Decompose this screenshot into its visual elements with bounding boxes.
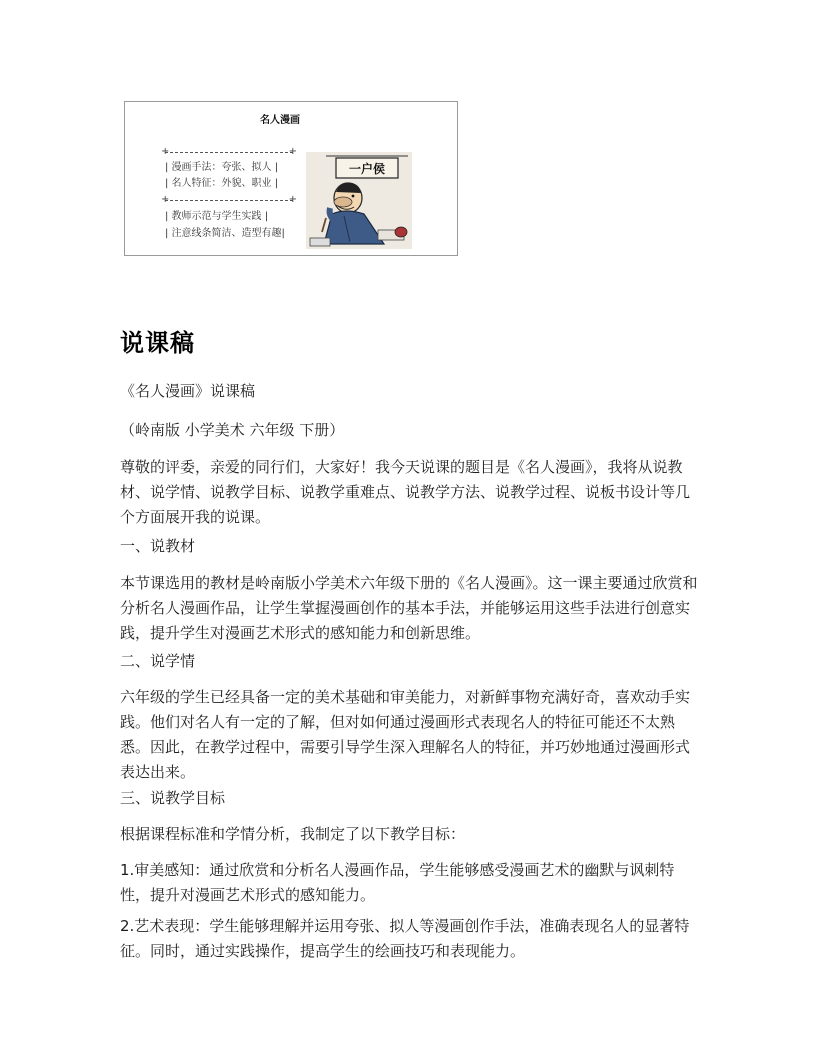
section-heading: 三、说教学目标	[120, 789, 226, 807]
body-paragraph: 本节课选用的教材是岭南版小学美术六年级下册的《名人漫画》。这一课主要通过欣赏和分析名人漫画作品，让学生掌握漫画创作的基本手法，并能够运用这些手法进行创意实践，提升学生对漫画艺术形式的感知能力和创新思维。	[120, 574, 698, 642]
objective-item: 2.艺术表现：学生能够理解并运用夸张、拟人等漫画创作手法，准确表现名人的显著特征。同时，通过实践操作，提高学生的绘画技巧和表现能力。	[120, 917, 690, 960]
doc-title-line: 《名人漫画》说课稿	[120, 382, 256, 400]
caricature-illustration	[306, 152, 412, 249]
objective-item: 1.审美感知：通过欣赏和分析名人漫画作品，学生能够感受漫画艺术的幽默与讽刺特性，提升对漫画艺术形式的感知能力。	[120, 861, 675, 904]
board-separator	[165, 152, 293, 153]
board-line: | 漫画手法：夸张、拟人 |	[165, 162, 279, 173]
board-line: | 注意线条简洁、造型有趣|	[165, 228, 285, 239]
doc-subtitle-line: （岭南版 小学美术 六年级 下册）	[120, 421, 345, 439]
board-line: | 名人特征：外貌、职业 |	[165, 178, 279, 189]
intro-paragraph: 尊敬的评委，亲爱的同行们，大家好！我今天说课的题目是《名人漫画》，我将从说教材、说学情、说教学目标、说教学重难点、说教学方法、说教学过程、说板书设计等几个方面展开我的说课。	[120, 458, 691, 526]
body-paragraph: 六年级的学生已经具备一定的美术基础和审美能力，对新鲜事物充满好奇，喜欢动手实践。他们对名人有一定的了解，但对如何通过漫画形式表现名人的特征可能还不太熟悉。因此，在教学过程中，需要引导学生深入理解名人的特征，并巧妙地通过漫画形式表达出来。	[120, 688, 691, 781]
board-line: | 教师示范与学生实践 |	[165, 211, 269, 222]
cartoon-banner-text: 一户侯	[348, 162, 386, 176]
section-heading: 二、说学情	[120, 652, 196, 670]
page-heading: 说课稿	[120, 329, 195, 357]
blackboard-design-figure	[124, 101, 458, 256]
board-title: 名人漫画	[260, 115, 300, 126]
body-paragraph: 根据课程标准和学情分析，我制定了以下教学目标：	[120, 825, 466, 843]
section-heading: 一、说教材	[120, 537, 196, 555]
board-separator	[165, 200, 293, 201]
